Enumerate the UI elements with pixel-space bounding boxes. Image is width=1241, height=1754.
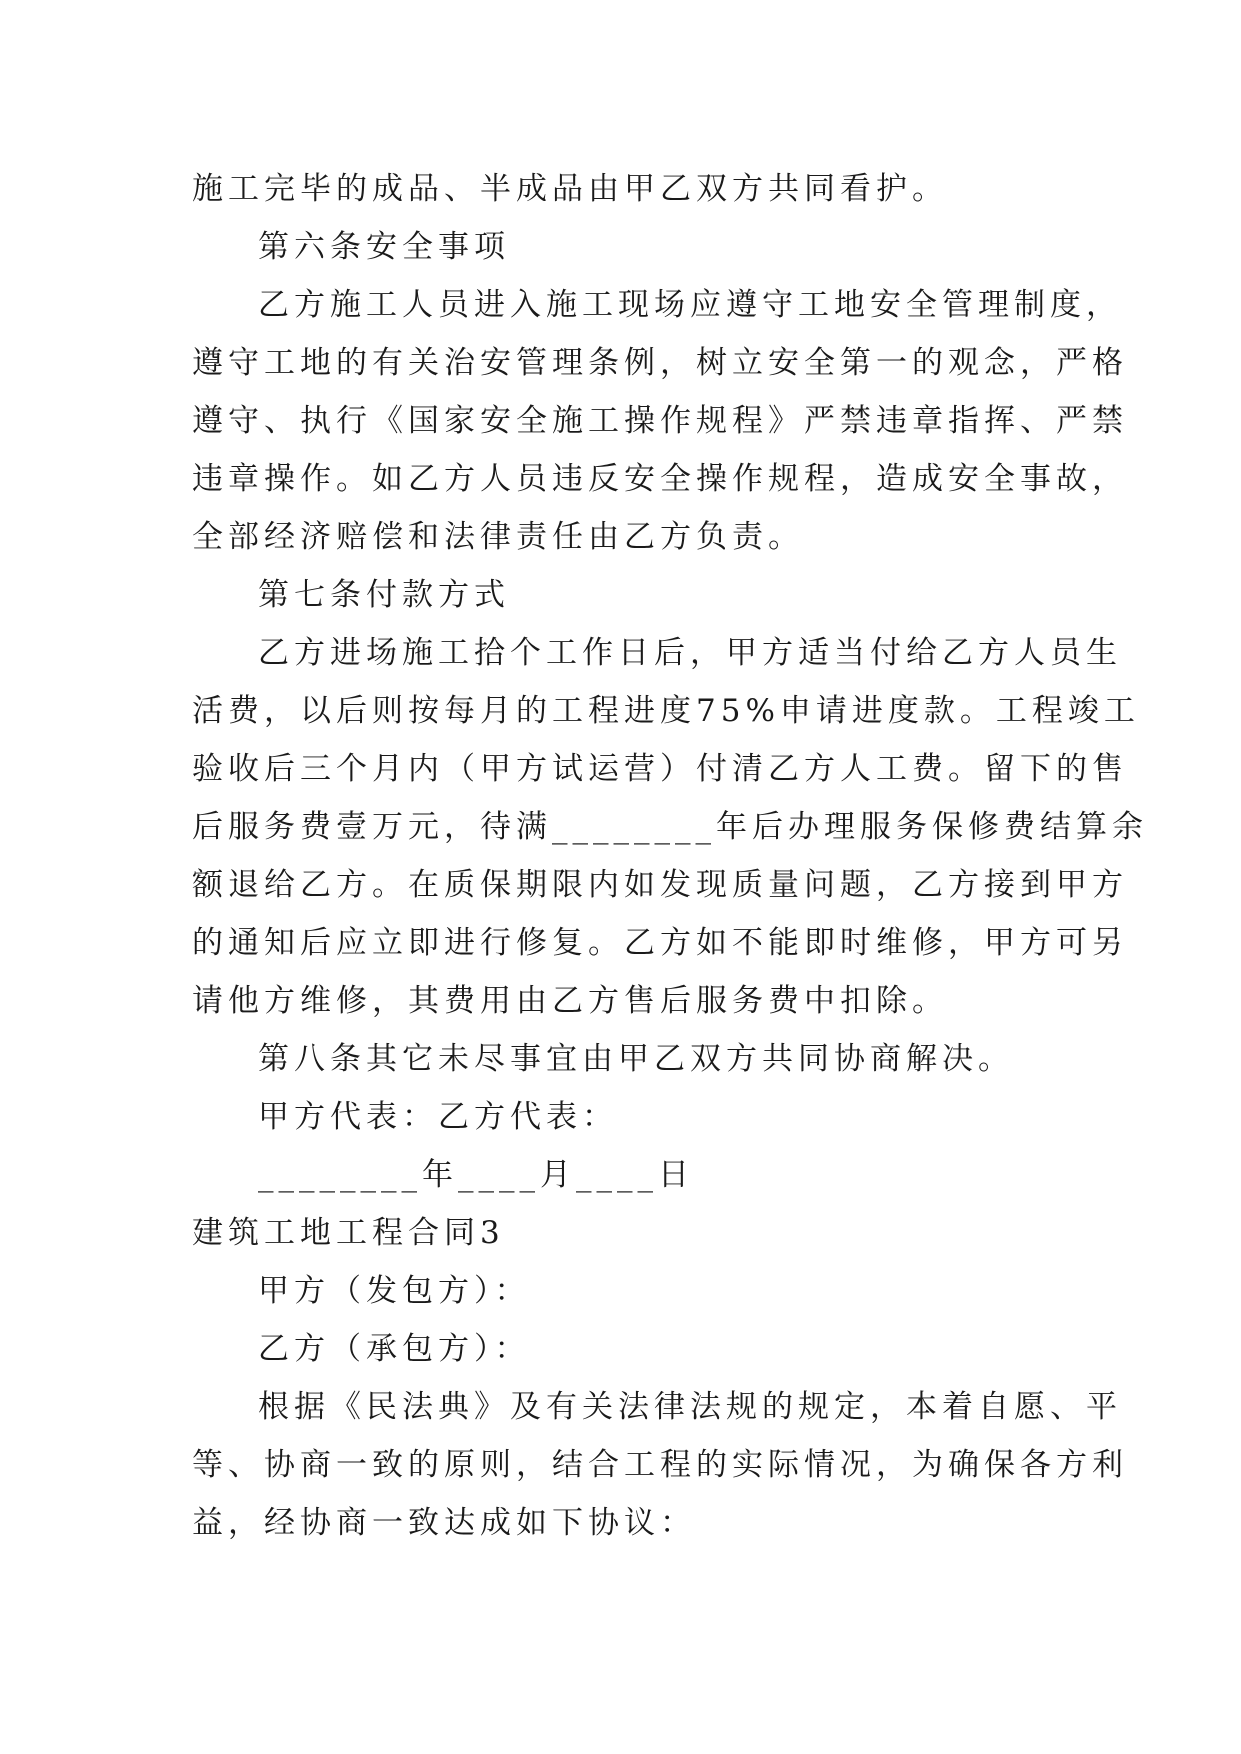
section-heading: 第六条安全事项 — [258, 229, 510, 265]
signature-line: 甲方代表：乙方代表： — [258, 1099, 618, 1135]
paragraph-line: 验收后三个月内（甲方试运营）付清乙方人工费。留下的售 — [192, 751, 1128, 787]
party-b-line: 乙方（承包方）： — [258, 1331, 531, 1367]
section-heading: 第七条付款方式 — [258, 577, 510, 613]
paragraph-line: 请他方维修，其费用由乙方售后服务费中扣除。 — [192, 983, 948, 1019]
document-body — [192, 160, 1148, 1552]
paragraph-line: 等、协商一致的原则，结合工程的实际情况，为确保各方利 — [192, 1447, 1128, 1483]
date-line: ________年____月____日 — [258, 1157, 694, 1193]
paragraph-line: 的通知后应立即进行修复。乙方如不能即时维修，甲方可另 — [192, 925, 1128, 961]
paragraph-line: 施工完毕的成品、半成品由甲乙双方共同看护。 — [192, 171, 948, 207]
contract-title: 建筑工地工程合同3 — [192, 1215, 505, 1251]
paragraph-line: 活费，以后则按每月的工程进度75%申请进度款。工程竣工 — [192, 693, 1140, 729]
party-a-line: 甲方（发包方）： — [258, 1273, 531, 1309]
paragraph-line: 遵守、执行《国家安全施工操作规程》严禁违章指挥、严禁 — [192, 403, 1128, 439]
paragraph-line: 全部经济赔偿和法律责任由乙方负责。 — [192, 519, 804, 555]
paragraph-line: 益，经协商一致达成如下协议： — [192, 1505, 696, 1541]
paragraph-line: 违章操作。如乙方人员违反安全操作规程，造成安全事故， — [192, 461, 1128, 497]
paragraph-line: 遵守工地的有关治安管理条例，树立安全第一的观念，严格 — [192, 345, 1128, 381]
paragraph-line: 乙方进场施工拾个工作日后，甲方适当付给乙方人员生 — [258, 635, 1122, 671]
paragraph-line: 额退给乙方。在质保期限内如发现质量问题，乙方接到甲方 — [192, 867, 1128, 903]
paragraph-line: 根据《民法典》及有关法律法规的规定，本着自愿、平 — [258, 1389, 1122, 1425]
paragraph-line: 后服务费壹万元，待满________年后办理服务保修费结算余 — [192, 809, 1148, 845]
paragraph-line: 乙方施工人员进入施工现场应遵守工地安全管理制度， — [258, 287, 1122, 323]
paragraph-line: 第八条其它未尽事宜由甲乙双方共同协商解决。 — [258, 1041, 1014, 1077]
